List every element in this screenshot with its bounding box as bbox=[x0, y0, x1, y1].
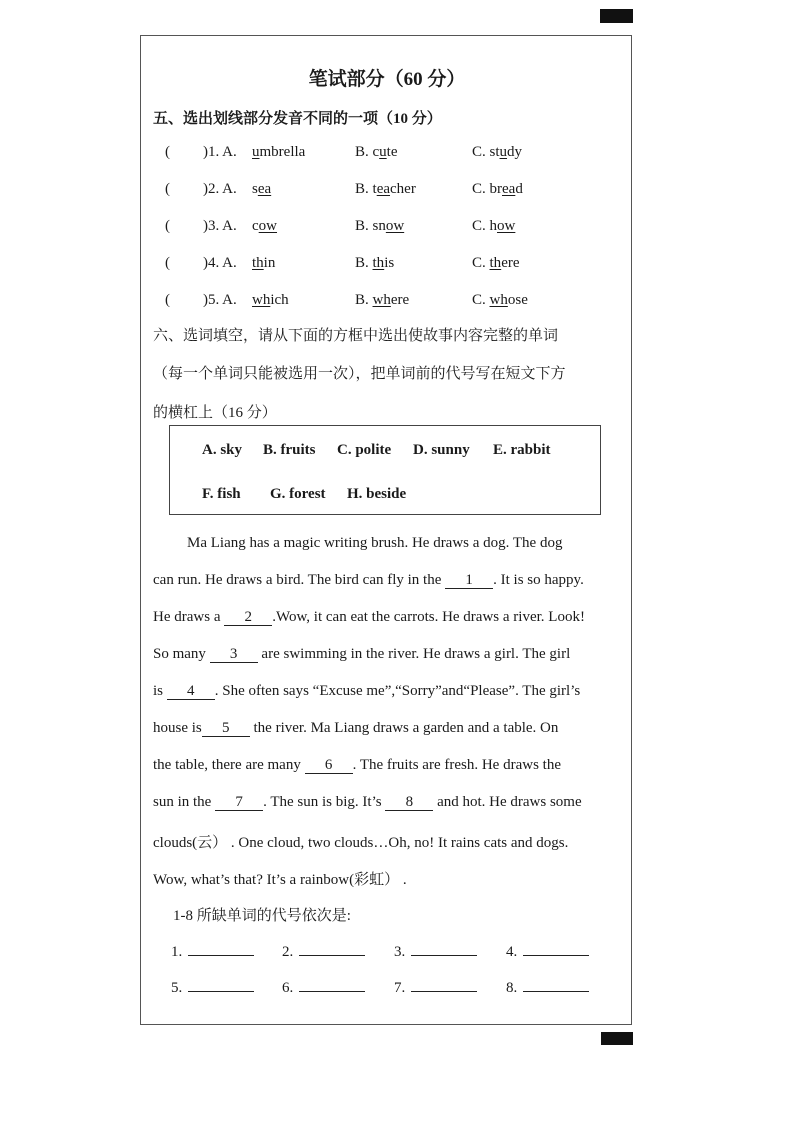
option-c[interactable]: C. there bbox=[472, 255, 520, 271]
exam-sheet bbox=[140, 35, 632, 1025]
answer-item: 8. bbox=[506, 977, 589, 997]
answer-line-1[interactable] bbox=[188, 941, 254, 956]
question-row bbox=[141, 292, 633, 312]
blank-2[interactable]: 2 bbox=[224, 609, 272, 626]
passage-line: He draws a 2 .Wow, it can eat the carrots. He draws a river. Look! bbox=[153, 609, 585, 625]
passage-line: Ma Liang has a magic writing brush. He draws a dog. The dog bbox=[187, 535, 563, 551]
option-c[interactable]: C. how bbox=[472, 218, 516, 234]
word-bank-box bbox=[169, 425, 601, 515]
answer-paren[interactable]: ( bbox=[165, 181, 170, 197]
word-option: A. sky bbox=[202, 442, 243, 458]
answer-line-4[interactable] bbox=[523, 941, 589, 956]
question-number: )5. A. bbox=[203, 292, 237, 308]
answer-paren[interactable]: ( bbox=[165, 144, 170, 160]
word-option: D. sunny bbox=[413, 442, 470, 458]
passage-line: the table, there are many 6 . The fruits are fresh. He draws the bbox=[153, 757, 561, 773]
question-number: )2. A. bbox=[203, 181, 237, 197]
option-b[interactable]: B. snow bbox=[355, 218, 405, 234]
answer-item: 3. bbox=[394, 941, 477, 961]
section6-heading-line2: （每一个单词只能被选用一次），把单词前的代号写在短文下方 bbox=[153, 366, 566, 382]
passage-line: sun in the 7 . The sun is big. It’s 8 and hot. He draws some bbox=[153, 794, 582, 810]
answer-prompt: 1-8 所缺单词的代号依次是: bbox=[173, 908, 351, 924]
passage-line: clouds(云） . One cloud, two clouds…Oh, no! It rains cats and dogs. bbox=[153, 835, 569, 851]
blank-3[interactable]: 3 bbox=[210, 646, 258, 663]
question-number: )3. A. bbox=[203, 218, 237, 234]
answer-item: 2. bbox=[282, 941, 365, 961]
word-option: C. polite bbox=[337, 442, 392, 458]
blank-6[interactable]: 6 bbox=[305, 757, 353, 774]
answer-item: 6. bbox=[282, 977, 365, 997]
option-a[interactable]: umbrella bbox=[252, 144, 306, 160]
answer-line-5[interactable] bbox=[188, 977, 254, 992]
option-a[interactable]: sea bbox=[252, 181, 272, 197]
blank-8[interactable]: 8 bbox=[385, 794, 433, 811]
question-row bbox=[141, 144, 633, 164]
word-option: B. fruits bbox=[263, 442, 316, 458]
word-option: G. forest bbox=[270, 486, 326, 502]
answer-item: 1. bbox=[171, 941, 254, 961]
corner-mark-top bbox=[600, 9, 633, 23]
answer-line-2[interactable] bbox=[299, 941, 365, 956]
option-c[interactable]: C. study bbox=[472, 144, 523, 160]
word-option: F. fish bbox=[202, 486, 241, 502]
option-a[interactable]: cow bbox=[252, 218, 278, 234]
question-row bbox=[141, 255, 633, 275]
answer-line-7[interactable] bbox=[411, 977, 477, 992]
answer-paren[interactable]: ( bbox=[165, 292, 170, 308]
option-b[interactable]: B. cute bbox=[355, 144, 398, 160]
passage-line: Wow, what’s that? It’s a rainbow(彩虹） . bbox=[153, 872, 407, 888]
option-c[interactable]: C. bread bbox=[472, 181, 523, 197]
passage-line: can run. He draws a bird. The bird can fly in the 1 . It is so happy. bbox=[153, 572, 584, 588]
question-number: )1. A. bbox=[203, 144, 237, 160]
section6-heading-line1: 六、选词填空，请从下面的方框中选出使故事内容完整的单词 bbox=[153, 328, 559, 344]
question-row bbox=[141, 218, 633, 238]
answer-item: 4. bbox=[506, 941, 589, 961]
answer-line-3[interactable] bbox=[411, 941, 477, 956]
answer-item: 7. bbox=[394, 977, 477, 997]
corner-mark-bottom bbox=[601, 1032, 633, 1045]
option-b[interactable]: B. teacher bbox=[355, 181, 416, 197]
question-number: )4. A. bbox=[203, 255, 237, 271]
blank-5[interactable]: 5 bbox=[202, 720, 250, 737]
passage-line: So many 3 are swimming in the river. He draws a girl. The girl bbox=[153, 646, 571, 662]
word-option: H. beside bbox=[347, 486, 407, 502]
passage-line: house is 5 the river. Ma Liang draws a garden and a table. On bbox=[153, 720, 559, 736]
blank-7[interactable]: 7 bbox=[215, 794, 263, 811]
answer-line-8[interactable] bbox=[523, 977, 589, 992]
option-b[interactable]: B. where bbox=[355, 292, 410, 308]
option-a[interactable]: thin bbox=[252, 255, 276, 271]
answer-item: 5. bbox=[171, 977, 254, 997]
blank-4[interactable]: 4 bbox=[167, 683, 215, 700]
option-b[interactable]: B. this bbox=[355, 255, 395, 271]
answer-paren[interactable]: ( bbox=[165, 218, 170, 234]
page-title: 笔试部分（60 分） bbox=[308, 69, 466, 90]
section5-heading: 五、选出划线部分发音不同的一项（10 分） bbox=[153, 111, 442, 127]
question-row bbox=[141, 181, 633, 201]
option-a[interactable]: which bbox=[252, 292, 289, 308]
blank-1[interactable]: 1 bbox=[445, 572, 493, 589]
answer-line-6[interactable] bbox=[299, 977, 365, 992]
word-option: E. rabbit bbox=[493, 442, 551, 458]
answer-paren[interactable]: ( bbox=[165, 255, 170, 271]
passage-line: is 4 . She often says “Excuse me”,“Sorry”and“Please”. The girl’s bbox=[153, 683, 581, 699]
section6-heading-line3: 的横杠上（16 分） bbox=[153, 405, 277, 421]
option-c[interactable]: C. whose bbox=[472, 292, 528, 308]
